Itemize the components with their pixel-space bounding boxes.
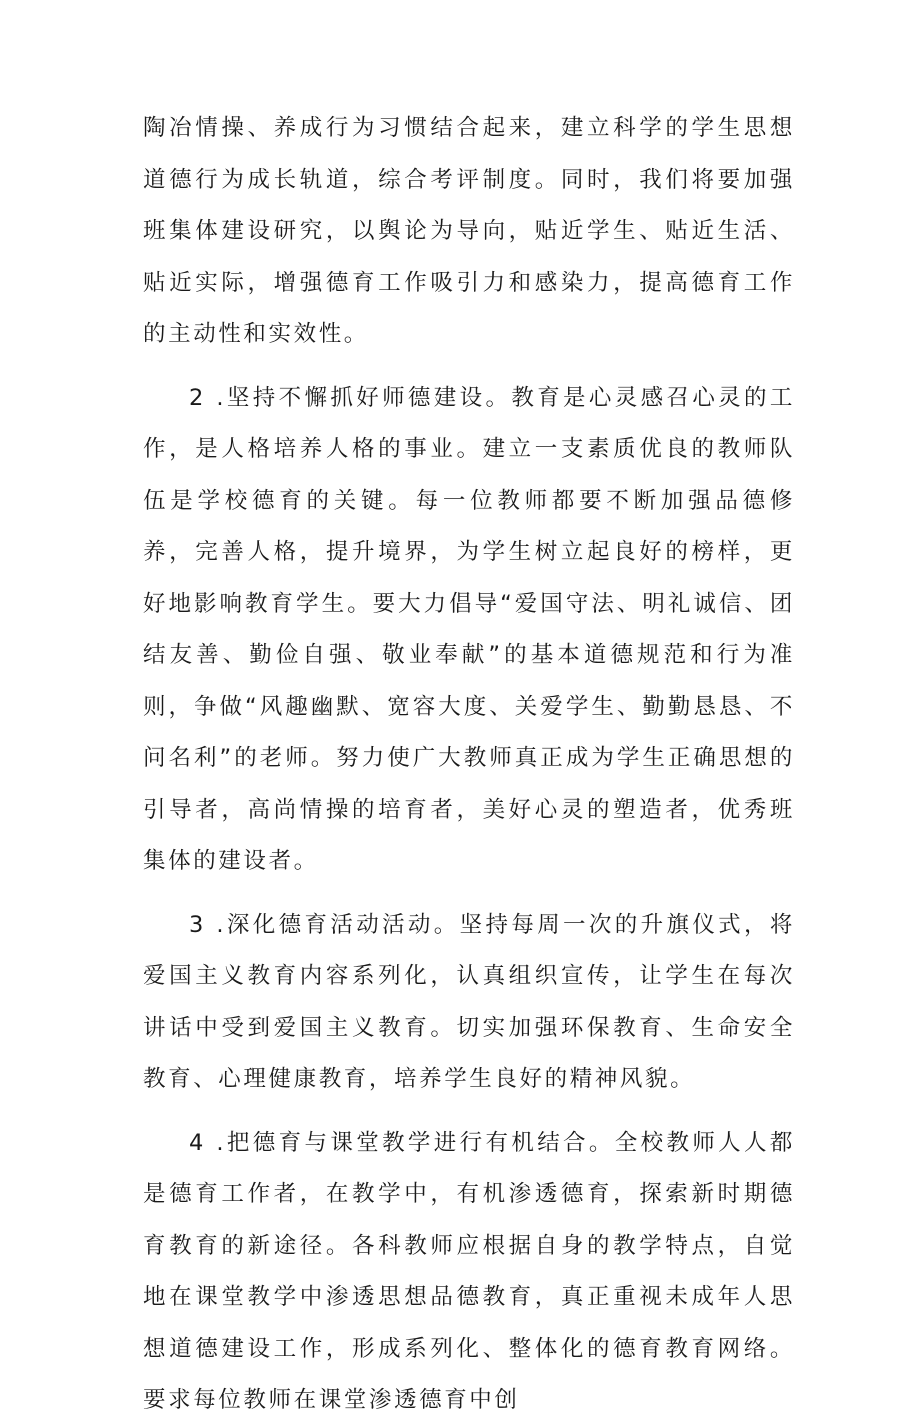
document-body [143,103,795,1427]
paragraph-teacher-ethics: 2 .坚持不懈抓好师德建设。教育是心灵感召心灵的工作，是人格培养人格的事业。建立一支素质优良的教师队伍是学校德育的关键。每一位教师都要不断加强品德修养，完善人格，提升境界，为学生树立起良好的榜样，更好地影响教育学生。要大力倡导“爱国守法、明礼诚信、团结友善、勤俭自强、敬业奉献”的基本道德规范和行为准则，争做“风趣幽默、宽容大度、关爱学生、勤勤恳恳、不问名利”的老师。努力使广大教师真正成为学生正确思想的引导者，高尚情操的培育者，美好心灵的塑造者，优秀班集体的建设者。 [143,384,795,874]
paragraph-continuation: 陶冶情操、养成行为习惯结合起来，建立科学的学生思想道德行为成长轨道，综合考评制度。同时，我们将要加强班集体建设研究，以舆论为导向，贴近学生、贴近生活、贴近实际，增强德育工作吸引力和感染力，提高德育工作的主动性和实效性。 [143,115,795,347]
paragraph-classroom-integration: 4 .把德育与课堂教学进行有机结合。全校教师人人都是德育工作者，在教学中，有机渗透德育，探索新时期德育教育的新途径。各科教师应根据自身的教学特点，自觉地在课堂教学中渗透思想品德教育，真正重视未成年人思想道德建设工作，形成系列化、整体化的德育教育网络。要求每位教师在课堂渗透德育中创 [143,1129,795,1413]
paragraph-moral-activities: 3 .深化德育活动活动。坚持每周一次的升旗仪式，将爱国主义教育内容系列化，认真组织宣传，让学生在每次讲话中受到爱国主义教育。切实加强环保教育、生命安全教育、心理健康教育，培养学生良好的精神风貌。 [143,911,795,1092]
